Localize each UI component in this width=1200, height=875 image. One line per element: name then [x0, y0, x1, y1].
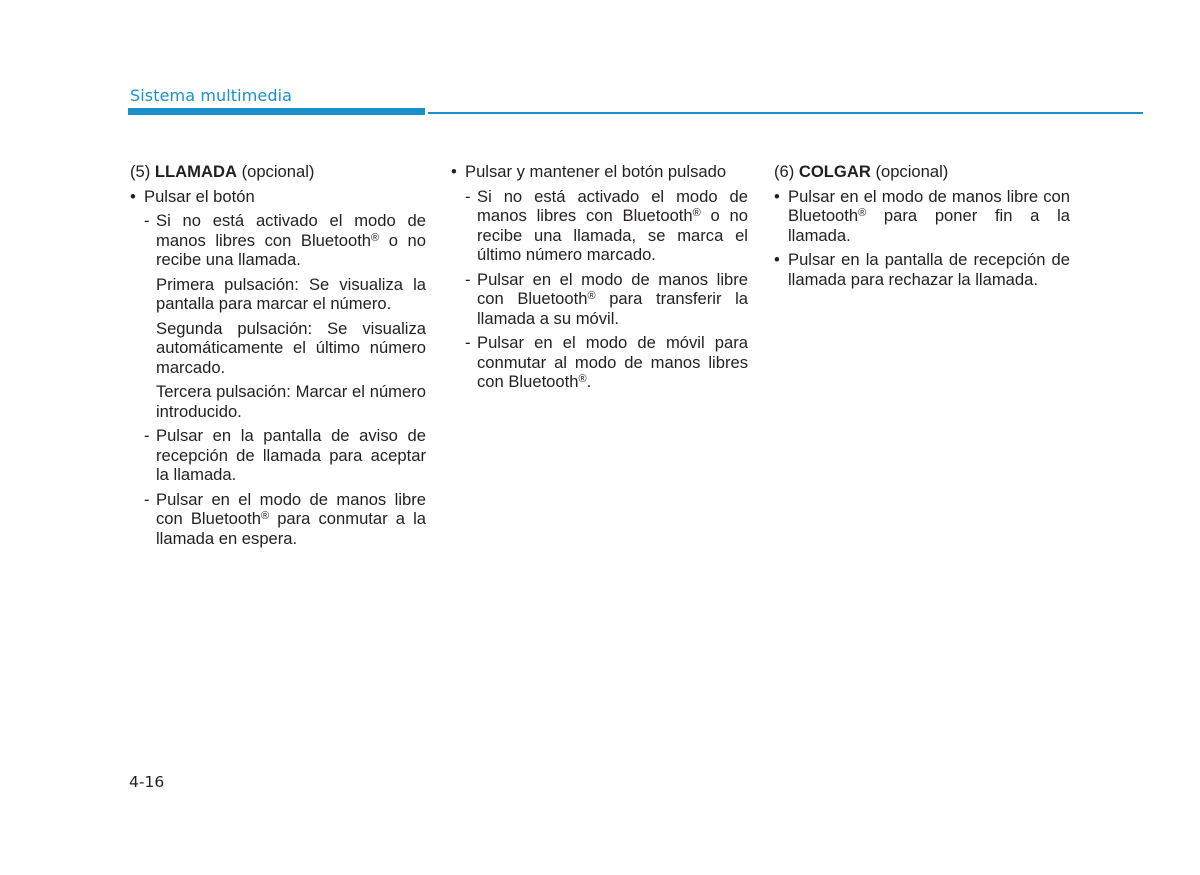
registered-mark: ®: [578, 373, 587, 385]
header-rule-thick: [128, 108, 425, 115]
bullet-text: Pulsar en el modo de manos libre con Bluetooth: [788, 186, 1070, 225]
sub-paragraph: Primera pulsación: Se visualiza la pantalla para marcar el número.: [156, 274, 426, 313]
heading-bold: LLAMADA: [154, 162, 237, 181]
dash-item: [451, 187, 748, 265]
heading-number: (5): [130, 162, 151, 181]
sub-paragraph: Segunda pulsación: Se visualiza automáticamente el último número marcado.: [156, 318, 426, 377]
heading-optional: (opcional): [875, 162, 949, 181]
sub-paragraph: Tercera pulsación: Marcar el número introducido.: [156, 382, 426, 421]
dash-text: Si no está activado el modo de manos libres con Bluetooth: [156, 211, 426, 250]
column-left: [130, 162, 426, 553]
dash-item: [130, 211, 426, 270]
dash-text: Pulsar en el modo de manos libre con Bluetooth: [156, 489, 426, 528]
registered-mark: ®: [260, 510, 270, 522]
dash-text-cont: para conmutar a la llamada en espera.: [156, 509, 427, 548]
bullet-text-cont: para poner fin a la llamada.: [788, 206, 1070, 245]
bullet-item: • Pulsar en la pantalla de recepción de llamada para rechazar la llamada.: [774, 250, 1070, 289]
header-rule-thin: [428, 112, 1143, 114]
page-number: 4-16: [129, 773, 165, 791]
dash-item: [130, 490, 426, 549]
column-middle: [451, 162, 748, 397]
heading-optional: (opcional): [241, 162, 315, 181]
dash-text-cont: .: [586, 372, 592, 391]
llamada-heading: [130, 162, 426, 182]
dash-item: - Pulsar en la pantalla de aviso de recepción de llamada para aceptar la llamada.: [130, 426, 426, 485]
dash-text-cont: o no recibe una llamada, se marca el último número marcado.: [477, 206, 748, 264]
bullet-item: • Pulsar el botón: [130, 187, 426, 207]
bullet-item: [774, 187, 1070, 246]
column-right: [774, 162, 1070, 294]
registered-mark: ®: [858, 207, 867, 219]
dash-text-cont: o no recibe una llamada.: [156, 230, 426, 269]
registered-mark: ®: [371, 231, 380, 244]
dash-text: Pulsar en el modo de manos libre con Bluetooth: [477, 269, 748, 308]
dash-item: [451, 270, 748, 329]
bullet-item: • Pulsar y mantener el botón pulsado: [451, 162, 748, 182]
dash-text: Pulsar en el modo de móvil para conmutar al modo de manos libres con Bluetooth: [477, 333, 748, 391]
heading-bold: COLGAR: [798, 162, 871, 181]
registered-mark: ®: [587, 290, 596, 302]
dash-text-cont: para transferir la llamada a su móvil.: [477, 289, 748, 328]
section-title: Sistema multimedia: [130, 86, 293, 105]
dash-text: Si no está activado el modo de manos libres con Bluetooth: [477, 186, 748, 225]
heading-number: (6): [774, 162, 795, 181]
colgar-heading: [774, 162, 1070, 182]
dash-item: [451, 333, 748, 392]
registered-mark: ®: [692, 207, 701, 219]
